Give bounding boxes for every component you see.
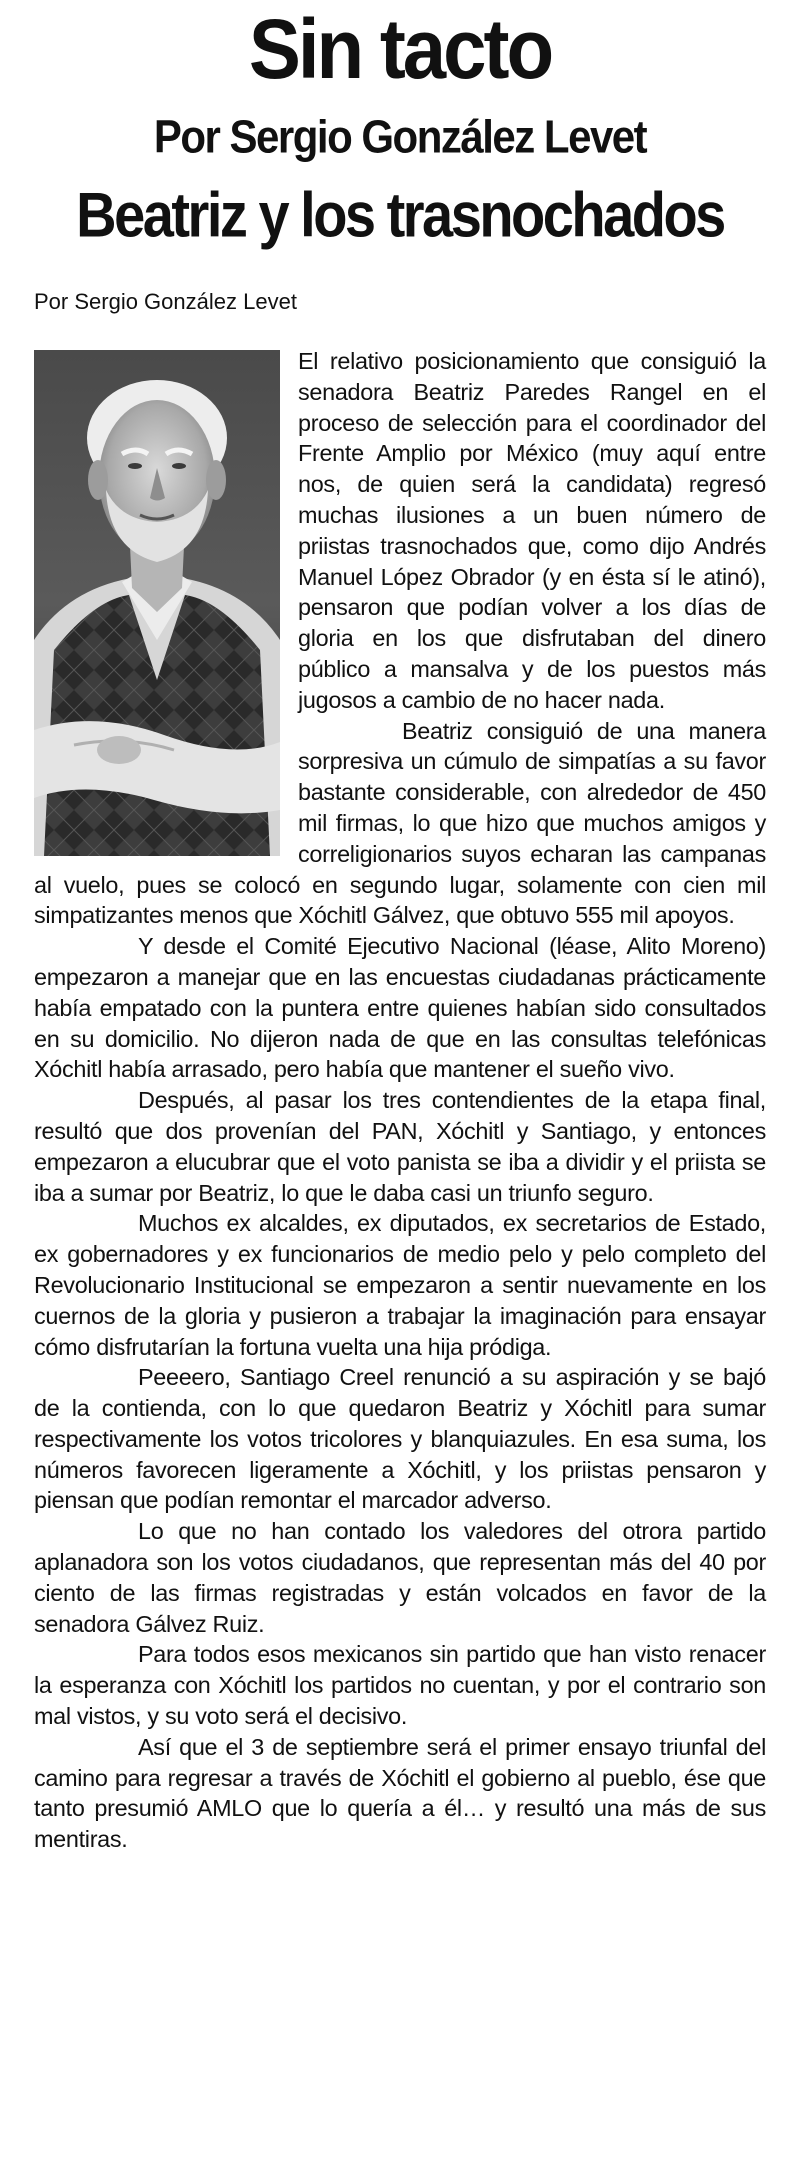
article-byline: Por Sergio González Levet (34, 289, 297, 314)
article-paragraph: El relativo posicionamiento que consiguió la senadora Beatriz Paredes Rangel en el proceso de selección para el coordinador del Frente Amplio por México (muy aquí entre nos, de quien será la candidata) regresó muchas ilusiones a un buen número de priistas trasnochados que, como dijo Andrés Manuel López Obrador (y en ésta sí le atinó), pensaron que podían volver a los días de gloria en los que disfrutaban del dinero público a mansalva y de los puestos más jugosos a cambio de no hacer nada. (298, 348, 766, 713)
article-paragraph: Muchos ex alcaldes, ex diputados, ex secretarios de Estado, ex gobernadores y ex funcionarios de medio pelo y pelo completo del Revolucionario Institucional se empezaron a sentir nuevamente en los cuernos de la gloria y pusieron a trabajar la imaginación para ensayar cómo disfrutarían la fortuna vuelta una hija pródiga. (34, 1210, 766, 1360)
article-body (34, 346, 766, 1855)
author-photo (34, 350, 280, 856)
column-name: Sin tacto (248, 1, 552, 97)
column-author-heading: Por Sergio González Levet (153, 110, 647, 163)
article-paragraph: Peeeero, Santiago Creel renunció a su aspiración y se bajó de la contienda, con lo que quedaron Beatriz y Xóchitl para sumar respectivamente los votos tricolores y blanquiazules. En esa suma, los números favorecen ligeramente a Xóchitl, y los priistas pensaron y piensan que podían remontar el marcador adverso. (34, 1364, 766, 1514)
article-paragraph: Beatriz consiguió de una manera sorpresiva un cúmulo de simpatías a su favor bastante considerable, con alrededor de 450 mil firmas, lo que hizo que muchos amigos y correligionarios suyos echaran las campanas al vuelo, pues se colocó en segundo lugar, solamente con cien mil simpatizantes menos que Xóchitl Gálvez, que obtuvo 555 mil apoyos. (34, 717, 766, 929)
article-paragraph: Así que el 3 de septiembre será el primer ensayo triunfal del camino para regresar a través de Xóchitl el gobierno al pueblo, ése que tanto presumió AMLO que lo quería a él… y resultó una más de sus mentiras. (34, 1733, 766, 1853)
author-portrait-illustration (34, 350, 280, 856)
article-paragraph: Lo que no han contado los valedores del otrora partido aplanadora son los votos ciudadanos, que representan más del 40 por ciento de las firmas registradas y están volcados en favor de la senadora Gálvez Ruiz. (34, 1518, 766, 1637)
article-paragraph: Y desde el Comité Ejecutivo Nacional (léase, Alito Moreno) empezaron a manejar que en las encuestas ciudadanas prácticamente había empatado con la puntera entre quienes habían sido consultados en su domicilio. No dijeron nada de que en las consultas telefónicas Xóchitl había arrasado, pero había que mantener el sueño vivo. (34, 933, 766, 1083)
article-paragraph: Después, al pasar los tres contendientes de la etapa final, resultó que dos provenían del PAN, Xóchitl y Santiago, y entonces empezaron a elucubrar que el voto panista se iba a dividir y el priista se iba a sumar por Beatriz, lo que le daba casi un triunfo seguro. (34, 1087, 766, 1206)
article-paragraph: Para todos esos mexicanos sin partido que han visto renacer la esperanza con Xóchitl los partidos no cuentan, y por el contrario son mal vistos, y su voto será el decisivo. (34, 1641, 766, 1730)
article-headline: Beatriz y los trasnochados (76, 179, 724, 250)
